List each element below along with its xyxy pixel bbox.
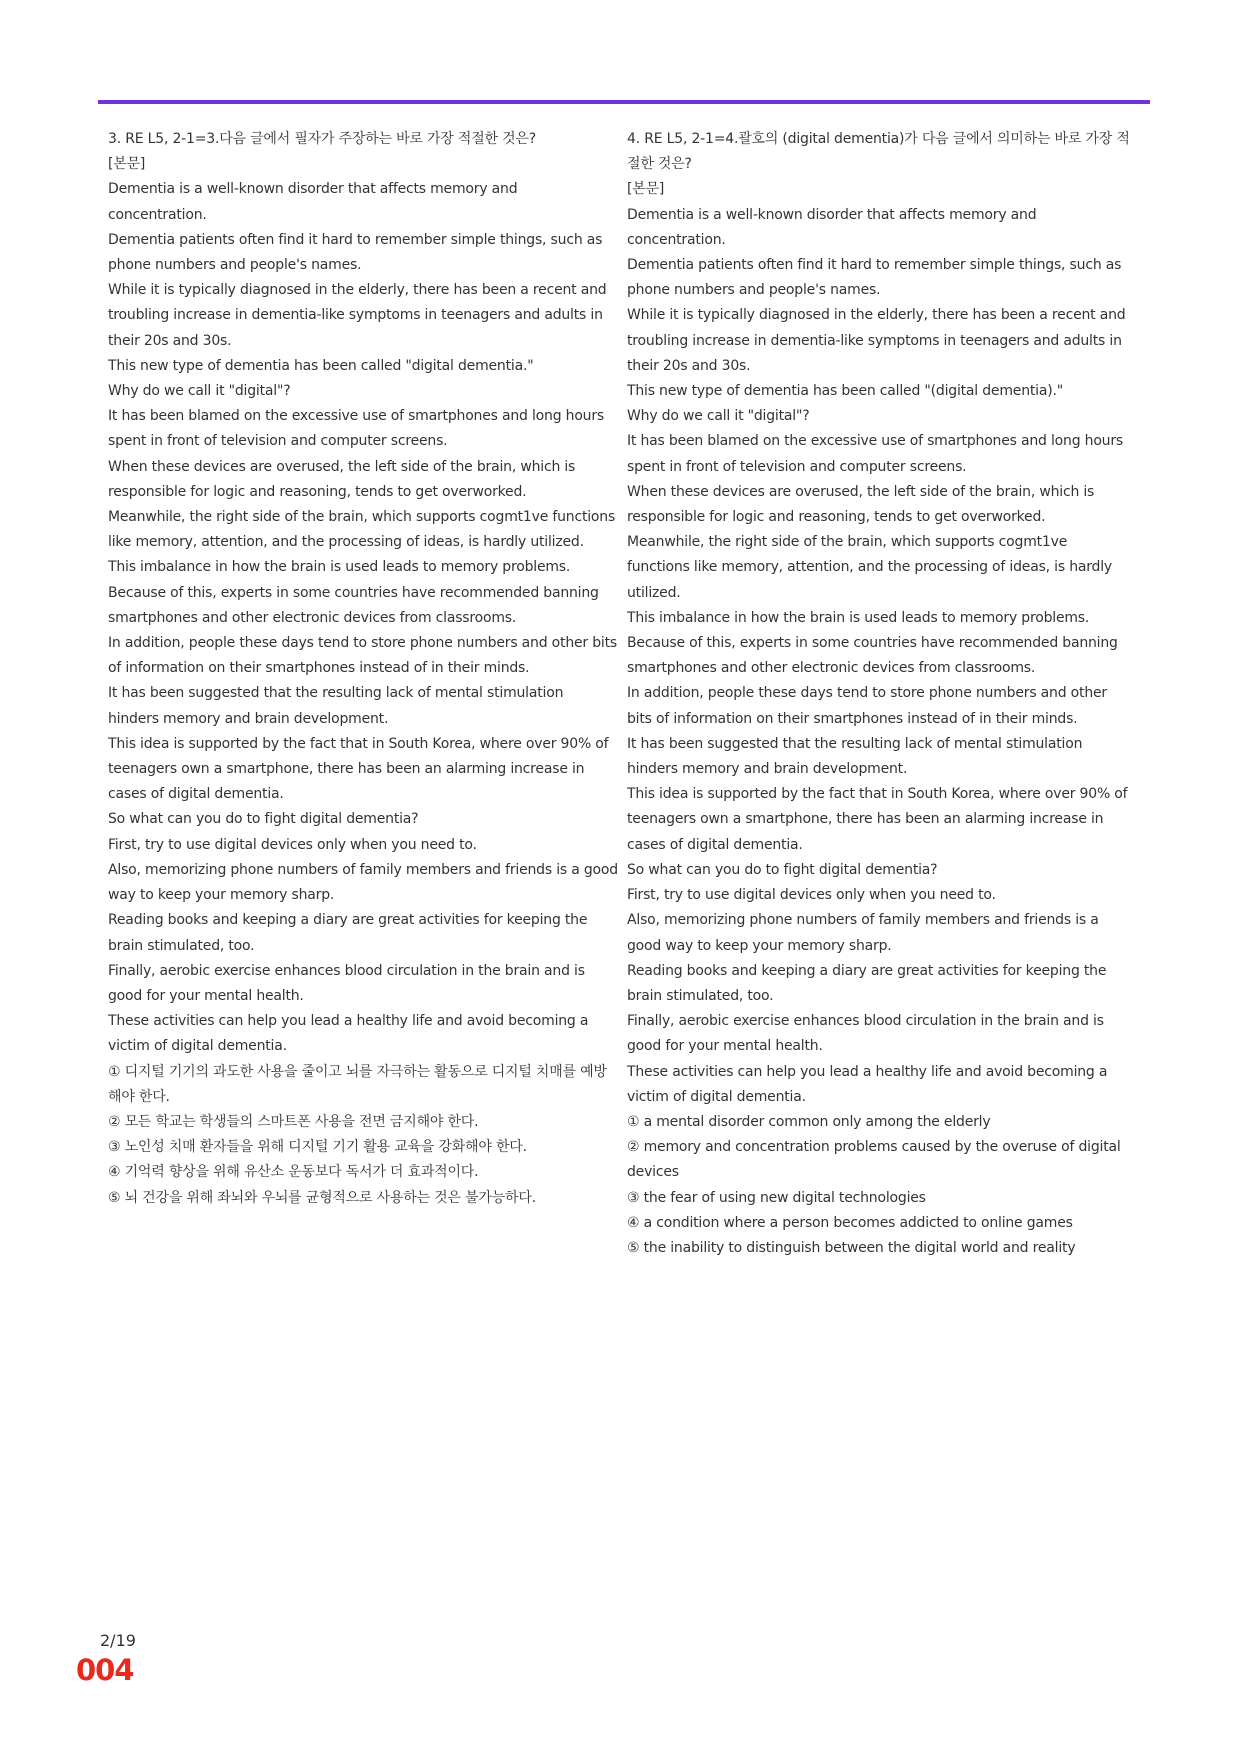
- passage-line: Because of this, experts in some countries have recommended banning smartphones and other electronic devices from classrooms.: [627, 635, 1118, 677]
- passage-line: It has been blamed on the excessive use of smartphones and long hours spent in front of television and computer screens.: [627, 433, 1124, 475]
- choice-item: ④ a condition where a person becomes addicted to online games: [627, 1214, 1073, 1231]
- choice-item: ③ the fear of using new digital technologies: [627, 1189, 926, 1206]
- passage-line: Meanwhile, the right side of the brain, which supports cogmt1ve functions like memory, attention, and the processing of ideas, is hardly utilized.: [627, 534, 1113, 601]
- passage-line: In addition, people these days tend to store phone numbers and other bits of information on their smartphones instead of in their minds.: [627, 685, 1107, 727]
- passage-line: First, try to use digital devices only when you need to.: [108, 836, 477, 853]
- header-rule: [98, 100, 1150, 104]
- passage-line: Also, memorizing phone numbers of family members and friends is a good way to keep your memory sharp.: [627, 912, 1099, 954]
- page-number: 2/19: [100, 1631, 136, 1650]
- passage-line: Meanwhile, the right side of the brain, which supports cogmt1ve functions like memory, attention, and the processing of ideas, is hardly utilized.: [108, 509, 616, 551]
- choice-item: ⑤ the inability to distinguish between the digital world and reality: [627, 1239, 1076, 1256]
- passage-line: Why do we call it "digital"?: [108, 383, 291, 400]
- passage-line: While it is typically diagnosed in the elderly, there has been a recent and troubling increase in dementia-like symptoms in teenagers and adults in their 20s and 30s.: [627, 307, 1126, 374]
- passage-line: Dementia patients often find it hard to remember simple things, such as phone numbers and people's names.: [108, 231, 603, 274]
- passage-line: When these devices are overused, the left side of the brain, which is responsible for logic and reasoning, tends to get overworked.: [108, 458, 576, 500]
- passage-line: In addition, people these days tend to store phone numbers and other bits of information on their smartphones instead of in their minds.: [108, 635, 617, 677]
- passage-line: Dementia patients often find it hard to remember simple things, such as phone numbers and people's names.: [627, 257, 1122, 299]
- passage-line: This new type of dementia has been called "(digital dementia).": [627, 383, 1063, 400]
- passage-line: These activities can help you lead a healthy life and avoid becoming a victim of digital dementia.: [627, 1063, 1108, 1105]
- passage-line: It has been suggested that the resulting lack of mental stimulation hinders memory and brain development.: [627, 735, 1083, 778]
- choice-item: ② 모든 학교는 학생들의 스마트폰 사용을 전면 금지해야 한다.: [108, 1113, 479, 1130]
- choice-item: ② memory and concentration problems caused by the overuse of digital devices: [627, 1139, 1121, 1181]
- passage-line: This imbalance in how the brain is used leads to memory problems.: [108, 559, 571, 576]
- question-4: [627, 127, 1132, 1261]
- passage-line: While it is typically diagnosed in the elderly, there has been a recent and troubling increase in dementia-like symptoms in teenagers and adults in their 20s and 30s.: [108, 282, 607, 349]
- passage-line: This new type of dementia has been called "digital dementia.": [108, 357, 534, 374]
- passage-line: This idea is supported by the fact that in South Korea, where over 90% of teenagers own a smartphone, there has been an alarming increase in cases of digital dementia.: [108, 735, 609, 803]
- passage-line: So what can you do to fight digital dementia?: [108, 811, 419, 828]
- passage-line: Finally, aerobic exercise enhances blood circulation in the brain and is good for your mental health.: [108, 962, 585, 1004]
- passage-line: So what can you do to fight digital dementia?: [627, 861, 938, 878]
- passage-line: Dementia is a well-known disorder that affects memory and concentration.: [108, 181, 518, 223]
- question-3-title: 3. RE L5, 2-1=3.다음 글에서 필자가 주장하는 바로 가장 적절한 것은?: [108, 131, 536, 147]
- passage-line: Dementia is a well-known disorder that affects memory and concentration.: [627, 206, 1037, 248]
- passage-line: Because of this, experts in some countries have recommended banning smartphones and other electronic devices from classrooms.: [108, 584, 599, 626]
- question-4-passage: [627, 203, 1132, 1110]
- question-3-body-tag: [본문]: [108, 156, 146, 173]
- question-3-passage: [108, 177, 618, 1059]
- passage-line: This imbalance in how the brain is used leads to memory problems.: [627, 609, 1090, 626]
- choice-item: ③ 노인성 치매 환자들을 위해 디지털 기기 활용 교육을 강화해야 한다.: [108, 1139, 527, 1156]
- choice-item: ④ 기억력 향상을 위해 유산소 운동보다 독서가 더 효과적이다.: [108, 1164, 479, 1181]
- passage-line: Why do we call it "digital"?: [627, 408, 810, 425]
- passage-line: Reading books and keeping a diary are great activities for keeping the brain stimulated, too.: [108, 912, 588, 954]
- choice-item: ⑤ 뇌 건강을 위해 좌뇌와 우뇌를 균형적으로 사용하는 것은 불가능하다.: [108, 1189, 536, 1206]
- question-4-body-tag: [본문]: [627, 181, 665, 198]
- passage-line: It has been blamed on the excessive use of smartphones and long hours spent in front of television and computer screens.: [108, 408, 605, 450]
- question-3-choices: [108, 1060, 618, 1211]
- question-3: [108, 127, 618, 1211]
- choice-item: ① 디지털 기기의 과도한 사용을 줄이고 뇌를 자극하는 활동으로 디지털 치매를 예방해야 한다.: [108, 1063, 607, 1105]
- passage-line: When these devices are overused, the left side of the brain, which is responsible for logic and reasoning, tends to get overworked.: [627, 483, 1095, 526]
- page-code: 004: [76, 1653, 134, 1687]
- question-4-choices: [627, 1110, 1132, 1261]
- passage-line: Reading books and keeping a diary are great activities for keeping the brain stimulated, too.: [627, 962, 1107, 1004]
- passage-line: These activities can help you lead a healthy life and avoid becoming a victim of digital dementia.: [108, 1013, 589, 1055]
- passage-line: Finally, aerobic exercise enhances blood circulation in the brain and is good for your mental health.: [627, 1013, 1104, 1055]
- passage-line: Also, memorizing phone numbers of family members and friends is a good way to keep your memory sharp.: [108, 861, 618, 904]
- question-4-title: 4. RE L5, 2-1=4.괄호의 (digital dementia)가 다음 글에서 의미하는 바로 가장 적절한 것은?: [627, 131, 1130, 173]
- choice-item: ① a mental disorder common only among the elderly: [627, 1113, 991, 1130]
- passage-line: This idea is supported by the fact that in South Korea, where over 90% of teenagers own a smartphone, there has been an alarming increase in cases of digital dementia.: [627, 786, 1128, 853]
- passage-line: First, try to use digital devices only when you need to.: [627, 887, 996, 904]
- passage-line: It has been suggested that the resulting lack of mental stimulation hinders memory and brain development.: [108, 685, 564, 727]
